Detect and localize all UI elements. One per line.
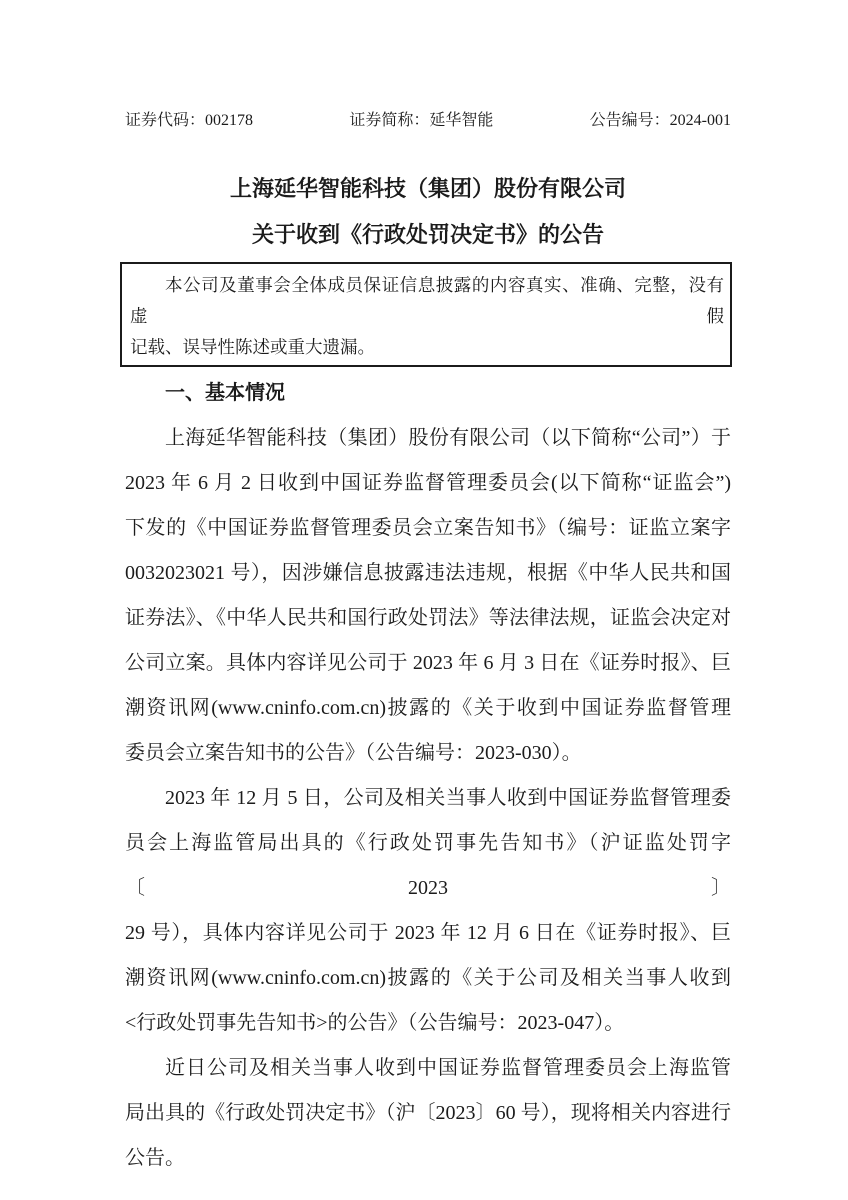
text-line: 2023 年 12 月 5 日，公司及相关当事人收到中国证券监督管理委: [165, 787, 731, 809]
text-line: 潮资讯网(www.cninfo.com.cn)披露的《关于收到中国证券监督管理: [125, 697, 731, 719]
text-line: 潮资讯网(www.cninfo.com.cn)披露的《关于公司及相关当事人收到: [125, 967, 731, 989]
announcement-subtitle: 关于收到《行政处罚决定书》的公告: [251, 222, 604, 247]
text-line: 员会上海监管局出具的《行政处罚事先告知书》（沪证监处罚字〔2023〕: [125, 832, 731, 899]
text-line: 局出具的《行政处罚决定书》（沪〔2023〕60 号），现将相关内容进行: [125, 1102, 731, 1124]
text-line: 上海延华智能科技（集团）股份有限公司（以下简称“公司”）于: [165, 427, 731, 449]
text-line: 证券法》、《中华人民共和国行政处罚法》等法律法规，证监会决定对: [125, 607, 731, 629]
text-line: 2023 年 6 月 2 日收到中国证券监督管理委员会(以下简称“证监会”): [125, 472, 731, 494]
announcement-number-label: 公告编号：2024-001: [589, 112, 731, 129]
document-header: [125, 111, 731, 130]
disclaimer-box: [120, 262, 732, 367]
text-line: 本公司及董事会全体成员保证信息披露的内容真实、准确、完整，没有虚假: [130, 275, 724, 326]
text-line: 公司立案。具体内容详见公司于 2023 年 6 月 3 日在《证券时报》、巨: [125, 652, 731, 674]
company-name-title: 上海延华智能科技（集团）股份有限公司: [229, 176, 626, 201]
text-line: 下发的《中国证券监督管理委员会立案告知书》（编号：证监立案字: [125, 517, 731, 539]
text-line: 近日公司及相关当事人收到中国证券监督管理委员会上海监管: [165, 1057, 731, 1079]
text-line: 29 号），具体内容详见公司于 2023 年 12 月 6 日在《证券时报》、巨: [125, 922, 731, 944]
stock-code-label: 证券代码：002178: [125, 112, 254, 129]
body-paragraph-3: [125, 1046, 731, 1181]
body-paragraph-1: [125, 416, 731, 776]
text-line: 公告。: [125, 1147, 185, 1169]
text-line: 0032023021 号），因涉嫌信息披露违法违规，根据《中华人民共和国: [125, 562, 731, 584]
body-paragraph-2: [125, 776, 731, 1046]
stock-name-label: 证券简称：延华智能: [349, 112, 494, 129]
text-line: 记载、误导性陈述或重大遗漏。: [130, 337, 375, 357]
text-line: 委员会立案告知书的公告》（公告编号：2023-030）。: [125, 742, 582, 764]
section-heading-basic-info: 一、基本情况: [165, 382, 285, 404]
text-line: <行政处罚事先告知书>的公告》（公告编号：2023-047）。: [125, 1012, 625, 1034]
